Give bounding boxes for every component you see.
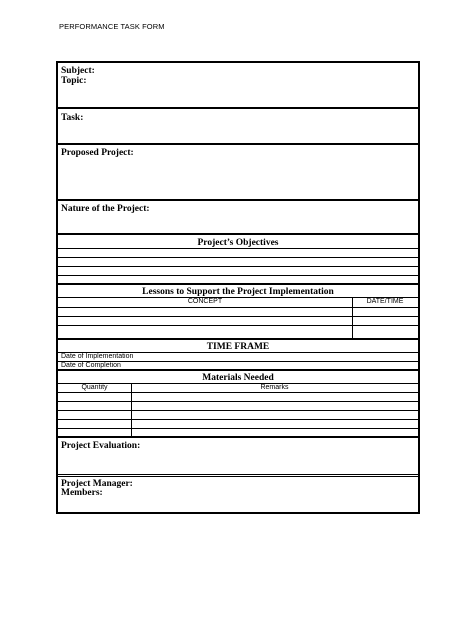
date-implementation-label: Date of Implementation — [61, 353, 134, 360]
objectives-section — [58, 233, 418, 283]
materials-section — [58, 369, 418, 436]
proposed-project-label: Proposed Project: — [61, 148, 134, 158]
timeframe-section — [58, 338, 418, 369]
task-label: Task: — [61, 113, 84, 123]
materials-row[interactable] — [58, 428, 418, 429]
document-title: PERFORMANCE TASK FORM — [59, 22, 165, 31]
timeframe-header: TIME FRAME — [206, 342, 270, 352]
manager-members-section[interactable] — [58, 474, 418, 512]
manager-double-rule — [58, 474, 418, 477]
concept-column-header: CONCEPT — [187, 298, 223, 305]
task-section[interactable] — [58, 107, 418, 143]
lessons-row[interactable] — [58, 316, 418, 317]
remarks-column-header: Remarks — [260, 384, 289, 391]
proposed-project-section[interactable] — [58, 143, 418, 199]
quantity-column-header: Quantity — [81, 384, 108, 391]
materials-row[interactable] — [58, 401, 418, 402]
datetime-column-header: DATE/TIME — [366, 298, 404, 305]
materials-header: Materials Needed — [202, 373, 274, 383]
evaluation-label: Project Evaluation: — [61, 441, 141, 451]
lessons-header: Lessons to Support the Project Implementation — [142, 287, 334, 297]
subject-topic-section[interactable] — [58, 63, 418, 107]
objectives-line[interactable] — [58, 275, 418, 276]
lessons-column-divider — [352, 297, 353, 340]
evaluation-section[interactable] — [58, 436, 418, 474]
nature-section[interactable] — [58, 199, 418, 233]
objectives-divider — [58, 248, 418, 249]
lessons-row[interactable] — [58, 307, 418, 308]
subject-label: Subject: — [61, 66, 95, 76]
materials-row[interactable] — [58, 419, 418, 420]
topic-label: Topic: — [61, 76, 87, 86]
lessons-section — [58, 283, 418, 338]
objectives-header: Project’s Objectives — [197, 238, 279, 248]
objectives-line[interactable] — [58, 257, 418, 258]
members-label: Members: — [61, 488, 103, 498]
materials-row[interactable] — [58, 392, 418, 393]
performance-task-form — [56, 61, 420, 514]
objectives-line[interactable] — [58, 266, 418, 267]
materials-row[interactable] — [58, 410, 418, 411]
lessons-row[interactable] — [58, 325, 418, 326]
nature-label: Nature of the Project: — [61, 204, 150, 214]
date-completion-label: Date of Completion — [61, 362, 121, 369]
project-manager-label: Project Manager: — [61, 479, 133, 489]
